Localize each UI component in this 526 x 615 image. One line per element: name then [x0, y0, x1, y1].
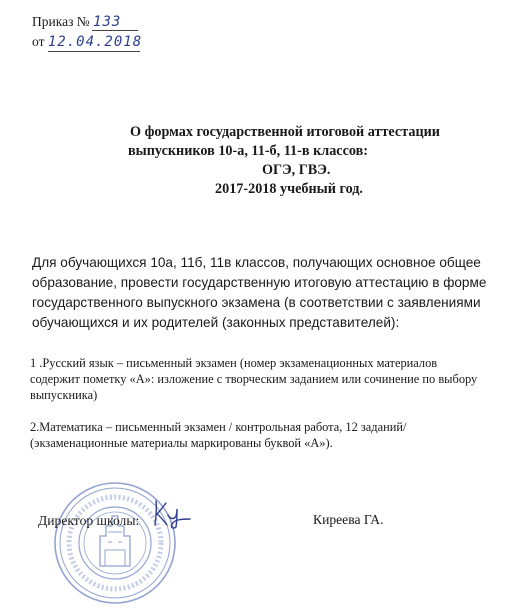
- order-date-underline: [48, 51, 140, 52]
- order-date-handwritten: 12.04.2018: [47, 34, 143, 50]
- director-name: Киреева ГА.: [313, 512, 384, 527]
- order-label: Приказ №: [32, 14, 90, 29]
- item-1-line-1: 1 .Русский язык – письменный экзамен (номер экзаменационных материалов: [30, 356, 438, 370]
- document-title-line-3: ОГЭ, ГВЭ.: [262, 162, 331, 178]
- item-2-line-2: (экзаменационные материалы маркированы буквой «А»).: [30, 436, 333, 450]
- order-number-handwritten: 133: [93, 14, 122, 30]
- order-number-line: [32, 14, 121, 30]
- document-title-line-4: 2017-2018 учебный год.: [215, 181, 363, 197]
- order-date-line: [32, 34, 142, 50]
- director-signature: [150, 497, 196, 529]
- item-1-line-2: содержит пометку «А»: изложение с творческим заданием или сочинение по выбору: [30, 372, 478, 386]
- order-number-underline: [92, 30, 138, 31]
- date-prefix: от: [32, 34, 45, 49]
- item-1-line-3: выпускника): [30, 388, 98, 402]
- intro-line-2: образование, провести государственную итоговую аттестацию в форме: [32, 275, 487, 290]
- document-title-line-1: О формах государственной итоговой аттестации: [130, 124, 440, 140]
- intro-line-4: обучающихся и их родителей (законных представителей):: [32, 315, 400, 330]
- document-title-line-2: выпускников 10-а, 11-б, 11-в классов:: [128, 143, 369, 159]
- intro-line-1: Для обучающихся 10а, 11б, 11в классов, получающих основное общее: [32, 255, 481, 270]
- intro-line-3: государственного выпускного экзамена (в соответствии с заявлениями: [32, 295, 481, 310]
- signature-role: Директор школы:: [38, 513, 140, 528]
- item-2-line-1: 2.Математика – письменный экзамен / контрольная работа, 12 заданий/: [30, 420, 407, 434]
